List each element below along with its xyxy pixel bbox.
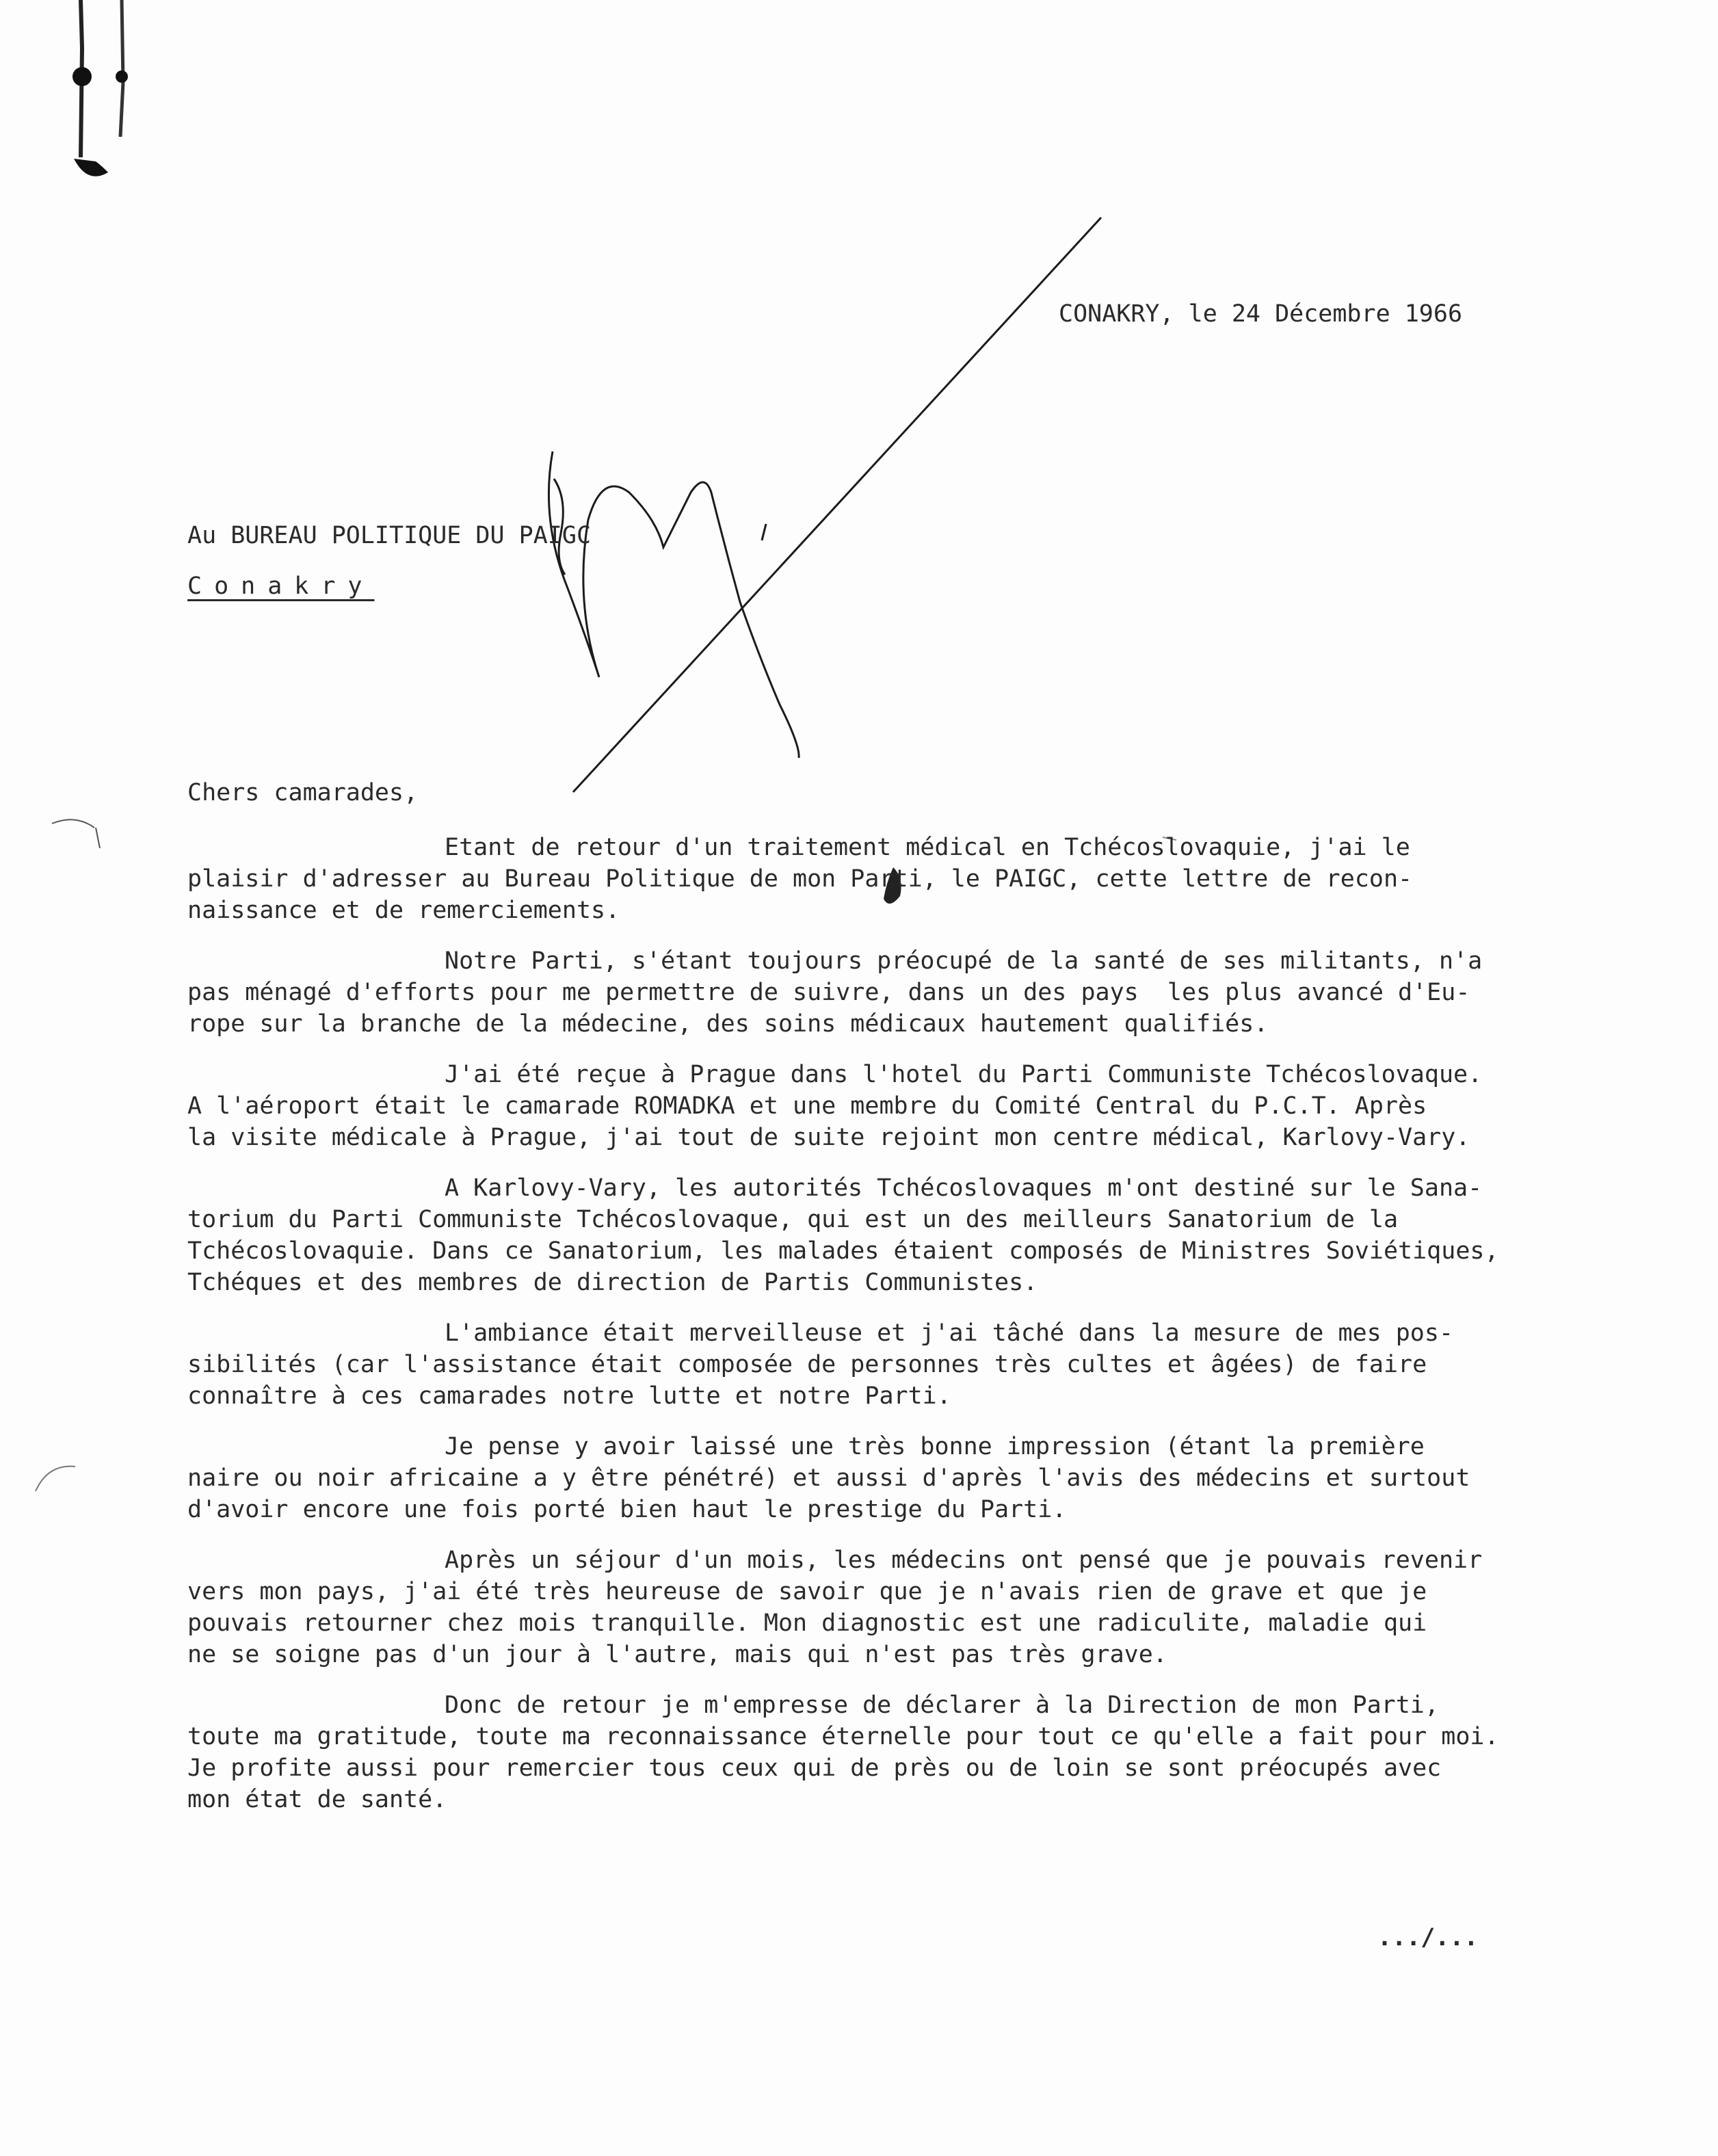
- text-line: sibilités (car l'assistance était composée de personnes très cultes et âgées) de faire: [187, 1351, 1427, 1378]
- text-line: pas ménagé d'efforts pour me permettre de suivre, dans un des pays les plus avancé d'Eu-: [187, 979, 1470, 1006]
- text-line: naire ou noir africaine a y être pénétré) et aussi d'après l'avis des médecins et surtout: [187, 1464, 1470, 1492]
- text-line: Donc de retour je m'empresse de déclarer à la Direction de mon Parti,: [445, 1692, 1439, 1719]
- text-line: Tchécoslovaquie. Dans ce Sanatorium, les malades étaient composés de Ministres Soviétiques,: [187, 1237, 1499, 1265]
- text-line: A l'aéroport était le camarade ROMADKA et une membre du Comité Central du P.C.T. Après: [187, 1092, 1427, 1120]
- dateline: CONAKRY, le 24 Décembre 1966: [1059, 300, 1463, 328]
- paragraph: [187, 1544, 1630, 1670]
- letter-body: [187, 832, 1630, 1835]
- text-line: ne se soigne pas d'un jour à l'autre, mais qui n'est pas très grave.: [187, 1641, 1167, 1668]
- text-line: Je profite aussi pour remercier tous ceux qui de près ou de loin se sont préocupés avec: [187, 1754, 1442, 1782]
- text-line: connaître à ces camarades notre lutte et notre Parti.: [187, 1382, 951, 1410]
- text-line: torium du Parti Communiste Tchécoslovaque, qui est un des meilleurs Sanatorium de la: [187, 1206, 1399, 1233]
- text-line: Je pense y avoir laissé une très bonne impression (étant la première: [445, 1433, 1425, 1460]
- paragraph: [187, 1317, 1630, 1412]
- text-line: la visite médicale à Prague, j'ai tout de suite rejoint mon centre médical, Karlovy-Vary.: [187, 1124, 1470, 1151]
- page-edge-mark: [52, 819, 100, 848]
- text-line: rope sur la branche de la médecine, des soins médicaux hautement qualifiés.: [187, 1010, 1269, 1038]
- handwritten-signature: [549, 451, 799, 758]
- text-line: toute ma gratitude, toute ma reconnaissance éternelle pour tout ce qu'elle a fait pour moi.: [187, 1723, 1499, 1750]
- text-line: vers mon pays, j'ai été très heureuse de savoir que je n'avais rien de grave et que je: [187, 1578, 1427, 1605]
- text-line: L'ambiance était merveilleuse et j'ai tâché dans la mesure de mes pos-: [445, 1319, 1454, 1347]
- text-line: d'avoir encore une fois porté bien haut le prestige du Parti.: [187, 1496, 1067, 1523]
- paragraph: [187, 1172, 1630, 1298]
- text-line: mon état de santé.: [187, 1786, 447, 1813]
- continuation-marker: .../...: [1377, 1924, 1479, 1951]
- paragraph: [187, 1059, 1630, 1153]
- text-line: plaisir d'adresser au Bureau Politique de mon Parti, le PAIGC, cette lettre de recon-: [187, 865, 1413, 893]
- paragraph: [187, 1690, 1630, 1815]
- text-line: pouvais retourner chez mois tranquille. Mon diagnostic est une radiculite, maladie qui: [187, 1609, 1427, 1637]
- text-line: naissance et de remerciements.: [187, 897, 620, 924]
- text-line: J'ai été reçue à Prague dans l'hotel du Parti Communiste Tchécoslovaque.: [445, 1061, 1483, 1088]
- text-line: A Karlovy-Vary, les autorités Tchécoslovaques m'ont destiné sur le Sana-: [445, 1174, 1483, 1202]
- text-line: Après un séjour d'un mois, les médecins ont pensé que je pouvais revenir: [445, 1547, 1483, 1574]
- diagonal-strike-line: [573, 218, 1101, 792]
- paragraph: [187, 832, 1630, 926]
- text-line: Notre Parti, s'étant toujours préocupé de la santé de ses militants, n'a: [445, 947, 1483, 975]
- text-line: Etant de retour d'un traitement médical en Tchécoslovaquie, j'ai le: [445, 834, 1410, 861]
- recipient-city: Conakry: [187, 573, 375, 600]
- text-line: Tchéques et des membres de direction de Partis Communistes.: [187, 1269, 1038, 1296]
- paragraph: [187, 1431, 1630, 1525]
- salutation: Chers camarades,: [187, 779, 419, 806]
- recipient-line: Au BUREAU POLITIQUE DU PAIGC: [187, 522, 592, 549]
- paragraph: [187, 945, 1630, 1040]
